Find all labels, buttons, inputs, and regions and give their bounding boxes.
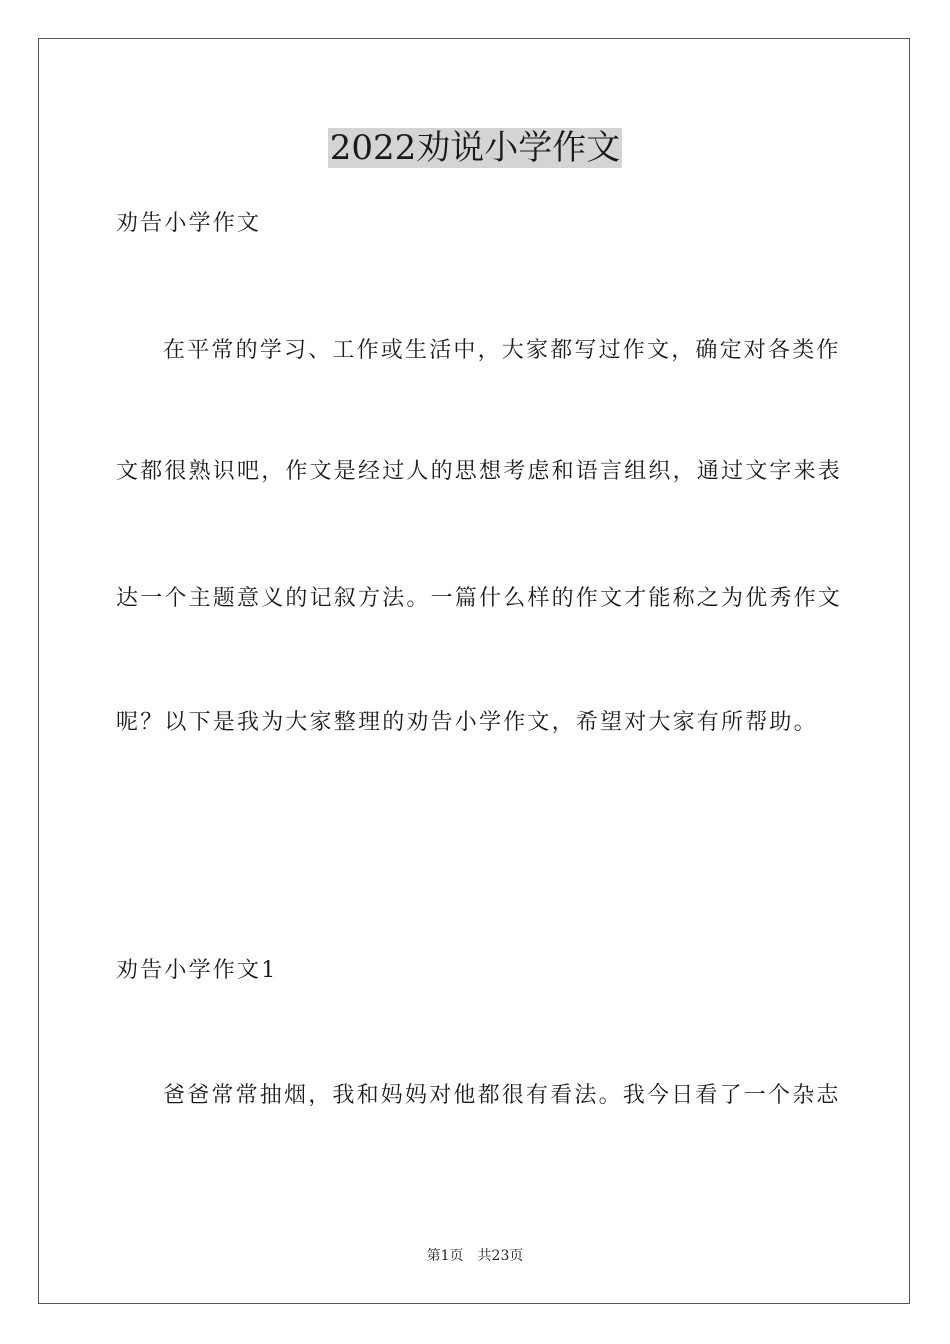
document-title-text: 2022劝说小学作文 [329,128,621,168]
paragraph-line: 在平常的学习、工作或生活中，大家都写过作文，确定对各类作 [163,338,841,363]
paragraph-line: 达一个主题意义的记叙方法。一篇什么样的作文才能称之为优秀作文 [116,586,843,611]
subtitle: 劝告小学作文 [116,211,262,236]
page-total: 共23页 [477,1248,524,1264]
paragraph-line: 爸爸常常抽烟，我和妈妈对他都很有看法。我今日看了一个杂志 [163,1083,841,1108]
page-footer [0,1247,950,1265]
page-number: 第1页 [426,1248,464,1264]
paragraph-line: 文都很熟识吧，作文是经过人的思想考虑和语言组织，通过文字来表 [116,459,843,484]
paragraph-line: 呢？以下是我为大家整理的劝告小学作文，希望对大家有所帮助。 [116,710,818,735]
document-title [0,126,950,170]
section-heading: 劝告小学作文1 [116,958,278,983]
